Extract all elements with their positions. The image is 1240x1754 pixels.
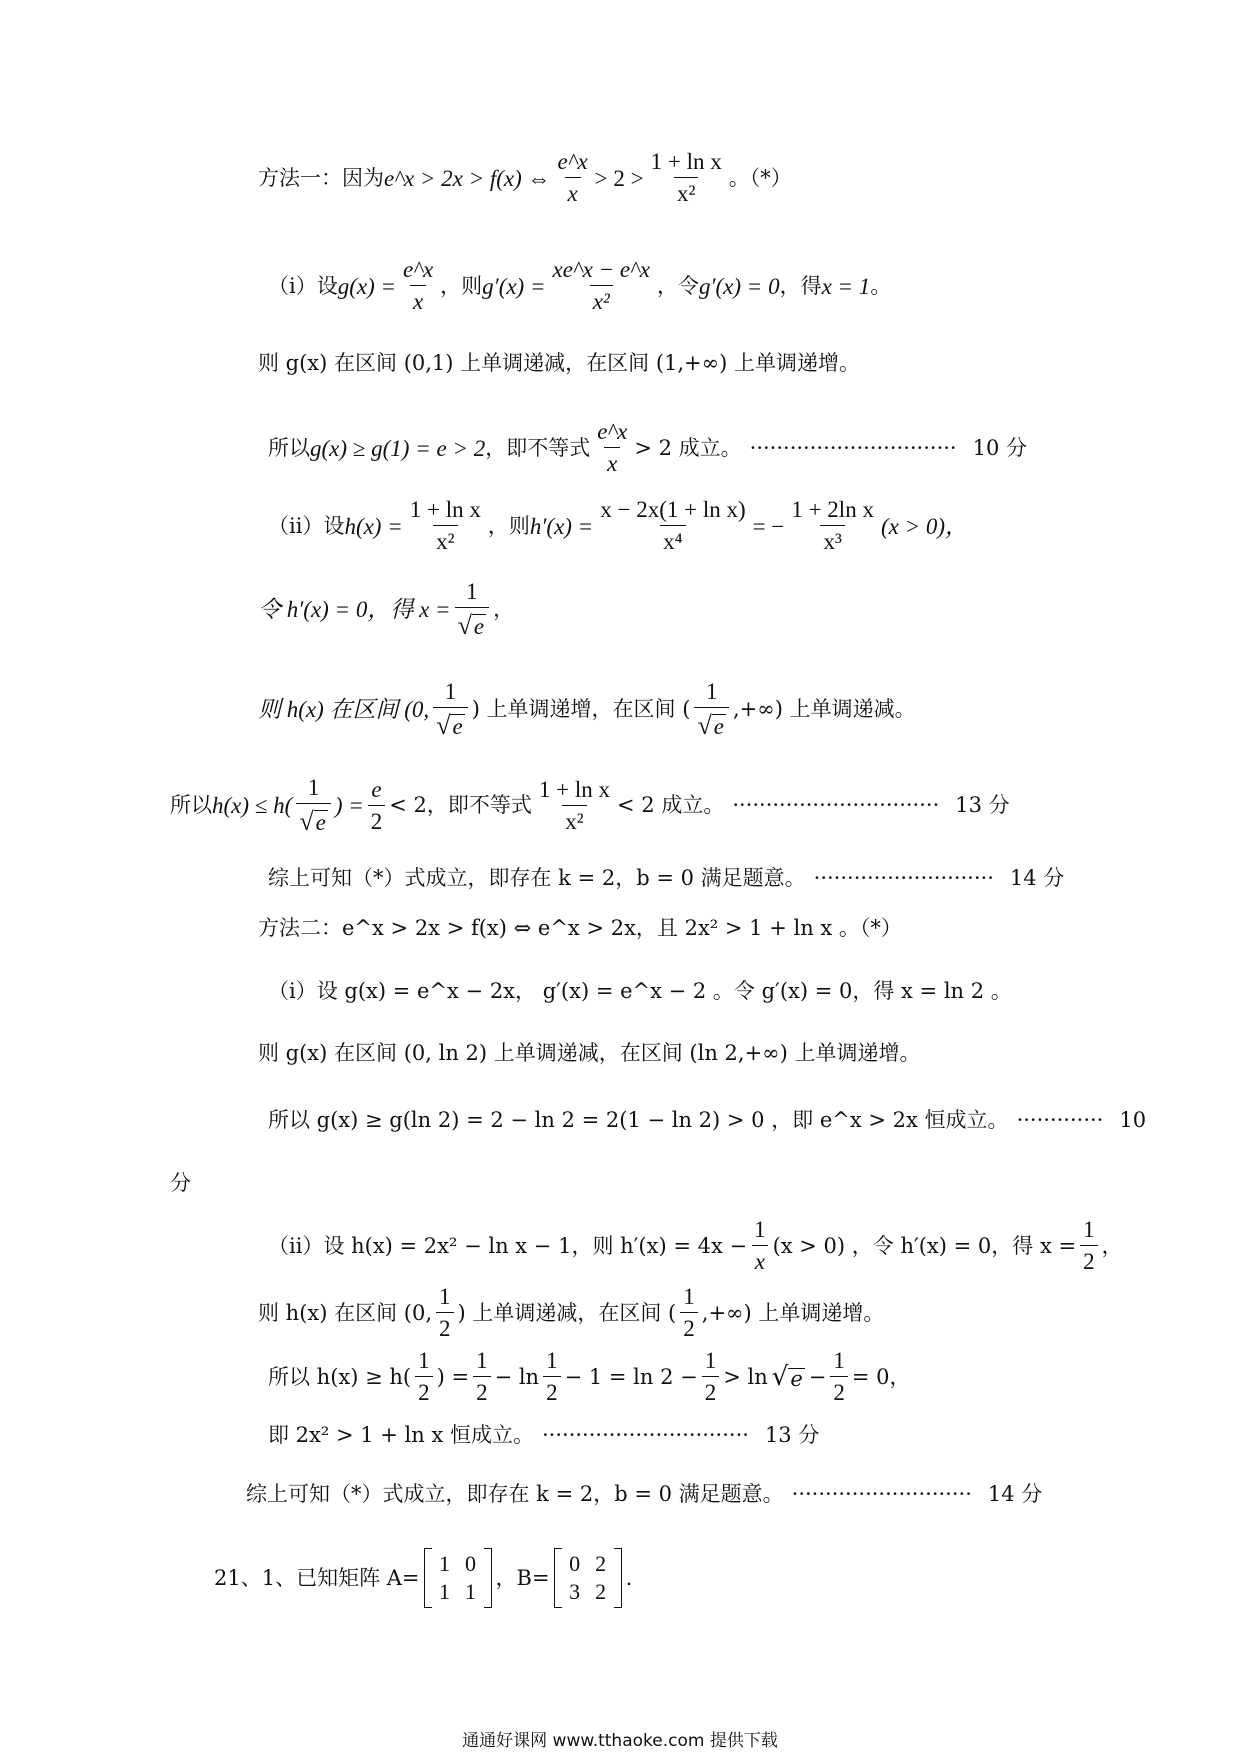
so-h-d: > ln xyxy=(723,1364,768,1389)
method2-summary xyxy=(246,1484,1042,1505)
score-10: 10 分 xyxy=(972,435,1027,460)
so-h-prefix: 所以 h(x) ≥ h( xyxy=(268,1364,412,1389)
method2-mono-h xyxy=(258,1285,884,1341)
method1-step-i xyxy=(268,258,891,314)
holds-text: 即 2x² > 1 + ln x 恒成立。 xyxy=(268,1423,534,1447)
frac-1-sqrt-e-3: 1 √ e xyxy=(694,680,729,739)
frac-half: $\frac{1}{2}$ xyxy=(1080,1218,1098,1274)
then-text: ，则 xyxy=(440,273,483,298)
mono-h-tail: ,+∞) 上单调递减。 xyxy=(732,697,916,722)
frac-ex-over-x-2: $\frac{e\^{}x}{x}$ xyxy=(597,419,628,477)
method1-summary xyxy=(268,868,1064,889)
frac-half-7: $\frac{1}{2}$ xyxy=(702,1349,720,1405)
question-21 xyxy=(214,1548,632,1608)
method1-let-h xyxy=(258,580,514,639)
intro-prefix: 方法一：因为 xyxy=(258,165,384,190)
method1-mono-g: 则 g(x) 在区间 (0,1) 上单调递减，在区间 (1,+∞) 上单调递增。 xyxy=(258,351,861,375)
score-10-num: 10 xyxy=(1119,1108,1147,1132)
so-h-lt: < 2，即不等式 xyxy=(389,793,532,818)
score-14: 14 分 xyxy=(987,1482,1043,1506)
mono-h-mid: ) 上单调递增，在区间 ( xyxy=(471,697,691,722)
page-footer: 通通好课网 www.tthaoke.com 提供下载 xyxy=(462,1731,778,1751)
let-text: ，令 xyxy=(656,273,699,298)
mono-h-prefix: 则 h(x) 在区间 (0, xyxy=(258,1300,433,1325)
mono-h-tail: ,+∞) 上单调递增。 xyxy=(701,1300,885,1325)
frac-gprime: $\frac{xe\^{}x - e\^{}x}{\text{x²}}$ xyxy=(552,257,650,315)
method2-holds xyxy=(268,1425,819,1446)
so-g-text: 所以 g(x) ≥ g(ln 2) = 2 − ln 2 = 2(1 − ln 2) > 0 ，即 e^x > 2x 恒成立。 xyxy=(268,1108,1009,1132)
so-tail: > 2 成立。 xyxy=(634,435,742,460)
matrix-b-cell: 0 xyxy=(569,1551,581,1576)
method2-score-unit: 分 xyxy=(170,1171,191,1195)
method2-intro: 方法二：e^x > 2x > f(x) ⇔ e^x > 2x，且 2x² > 1 + ln x 。（*） xyxy=(258,916,902,940)
so-chain: g(x) ≥ g(1) = e > 2 xyxy=(310,435,486,461)
method2-so-h xyxy=(268,1349,911,1405)
frac-h: $\frac{\text{1 + ln x}}{\text{x²}}$ xyxy=(409,497,481,555)
matrix-a-cell: 1 xyxy=(465,1579,477,1604)
matrix-b-cell: 2 xyxy=(595,1551,607,1576)
method2-mono-g: 则 g(x) 在区间 (0, ln 2) 上单调递减，在区间 (ln 2,+∞) 上单调递增。 xyxy=(258,1041,921,1065)
matrix-a-cell: 1 xyxy=(439,1579,451,1604)
h-def: h(x) = xyxy=(344,513,403,539)
matrix-A xyxy=(424,1548,492,1608)
so-prefix: 所以 xyxy=(268,435,310,460)
intro-chain: e^x > 2x > f(x) ⇔ xyxy=(384,165,551,191)
mono-h-mid: ) 上单调递减，在区间 ( xyxy=(457,1300,677,1325)
score-13: 13 分 xyxy=(764,1423,820,1447)
method1-mono-h xyxy=(258,680,916,739)
so-h-tail: < 2 成立。 xyxy=(617,793,725,818)
frac-1-sqrt-e-2: 1 √ e xyxy=(433,680,468,739)
frac-e-over-2: $\frac{e}{2}$ xyxy=(368,778,386,834)
comma: ， xyxy=(493,597,515,622)
method1-step-ii xyxy=(268,498,968,554)
frac-ln-over-x2-2: $\frac{\text{1 + ln x}}{\text{x²}}$ xyxy=(538,776,611,834)
so-h-c: − 1 = ln 2 − xyxy=(564,1364,698,1389)
frac-half-4: $\frac{1}{2}$ xyxy=(415,1349,433,1405)
eq-neg: = − xyxy=(752,513,785,539)
so-h-prefix: 所以 xyxy=(170,793,212,818)
method2-step-i: （i）设 g(x) = e^x − 2x， g′(x) = e^x − 2 。令 g′(x) = 0，得 x = ln 2 。 xyxy=(268,979,1012,1003)
summary-text: 综上可知（*）式成立，即存在 k = 2，b = 0 满足题意。 xyxy=(268,866,806,890)
dots: ······························· xyxy=(542,1423,749,1447)
matrix-B xyxy=(554,1548,622,1608)
frac-half-5: $\frac{1}{2}$ xyxy=(473,1349,491,1405)
zero-eq: g′(x) = 0 xyxy=(698,273,780,299)
so-h-a: ) = xyxy=(436,1364,470,1389)
method1-so-h xyxy=(170,776,1010,835)
dots: ······························· xyxy=(732,793,940,818)
matrix-b-cell: 3 xyxy=(569,1579,581,1604)
ii-mid: (x > 0) ，令 h′(x) = 0，得 x = xyxy=(772,1233,1077,1258)
dots: ······························· xyxy=(749,435,957,460)
so-h-eq: ) = xyxy=(334,793,364,819)
gprime-def: g′(x) = xyxy=(482,273,546,299)
sqrt-e: √ e xyxy=(771,1362,803,1393)
matrix-a-cell: 1 xyxy=(439,1551,451,1576)
dots: ············· xyxy=(1016,1108,1104,1132)
q21-prefix: 21、1、已知矩阵 A= xyxy=(214,1565,420,1590)
q21-sep: ，B= xyxy=(495,1565,550,1590)
ii-end: ， xyxy=(1101,1233,1123,1258)
frac-1-sqrt-e: 1 √ e xyxy=(455,580,490,639)
mono-h-prefix: 则 h(x) 在区间 (0, xyxy=(258,697,430,723)
ii-prefix: （ii）设 h(x) = 2x² − ln x − 1，则 h′(x) = 4x − xyxy=(268,1233,748,1258)
frac-1-sqrt-e-4: 1 √ e xyxy=(296,776,331,835)
g-def: g(x) = xyxy=(337,273,397,299)
frac-ex-over-x: $\frac{e\^{}x}{x}$ xyxy=(557,149,588,207)
step-ii-label: （ii）设 xyxy=(268,513,345,538)
then-text: ，则 xyxy=(487,513,530,538)
method1-so-g xyxy=(268,420,1027,476)
so-mid: ，即不等式 xyxy=(485,435,591,460)
get-text: ，得 xyxy=(779,273,822,298)
cond: (x > 0)， xyxy=(880,513,969,539)
q21-end: . xyxy=(625,1565,633,1590)
frac-hprime: $\frac{\text{x − 2x(1 + ln x)}}{\text{x⁴}}$ xyxy=(600,497,746,555)
frac-half-3: $\frac{1}{2}$ xyxy=(680,1285,698,1341)
hprime-def: h′(x) = xyxy=(529,513,594,539)
method2-so-g xyxy=(268,1110,1146,1131)
method2-step-ii xyxy=(268,1218,1123,1274)
frac-half-8: $\frac{1}{2}$ xyxy=(830,1349,848,1405)
matrix-b-cell: 2 xyxy=(595,1579,607,1604)
so-h-chain: h(x) ≤ h( xyxy=(212,793,293,819)
summary-text: 综上可知（*）式成立，即存在 k = 2，b = 0 满足题意。 xyxy=(246,1482,784,1506)
frac-half-6: $\frac{1}{2}$ xyxy=(543,1349,561,1405)
so-h-f: = 0， xyxy=(851,1364,911,1389)
let-h: 令 h′(x) = 0，得 x = xyxy=(258,597,451,623)
score-13: 13 分 xyxy=(955,793,1010,818)
intro-tail: 。（*） xyxy=(728,165,792,190)
dots: ··························· xyxy=(813,866,994,890)
end-text: 。 xyxy=(870,273,892,298)
frac-hprime-2: $\frac{\text{1 + 2ln x}}{\text{x³}}$ xyxy=(791,497,874,555)
matrix-a-cell: 0 xyxy=(465,1551,477,1576)
so-h-e: − xyxy=(808,1364,827,1389)
so-h-b: − ln xyxy=(494,1364,540,1389)
frac-ln-over-x2: $\frac{\text{1 + ln x}}{\text{x²}}$ xyxy=(650,149,722,207)
score-14: 14 分 xyxy=(1009,866,1065,890)
dots: ··························· xyxy=(791,1482,972,1506)
method1-intro: 方法一：因为 e^x > 2x > f(x) ⇔ $\frac{e\^{}x}{x}$ > 2 > $\frac{\text{1 + ln x}}{\text{x²}}$ 。（*） xyxy=(258,149,792,207)
frac-g: $\frac{e\^{}x}{x}$ xyxy=(403,257,434,315)
frac-1-over-x: $\frac{1}{x}$ xyxy=(751,1218,769,1274)
step-i-label: （i）设 xyxy=(268,273,338,298)
frac-half-2: $\frac{1}{2}$ xyxy=(436,1285,454,1341)
root: x = 1 xyxy=(821,273,871,299)
